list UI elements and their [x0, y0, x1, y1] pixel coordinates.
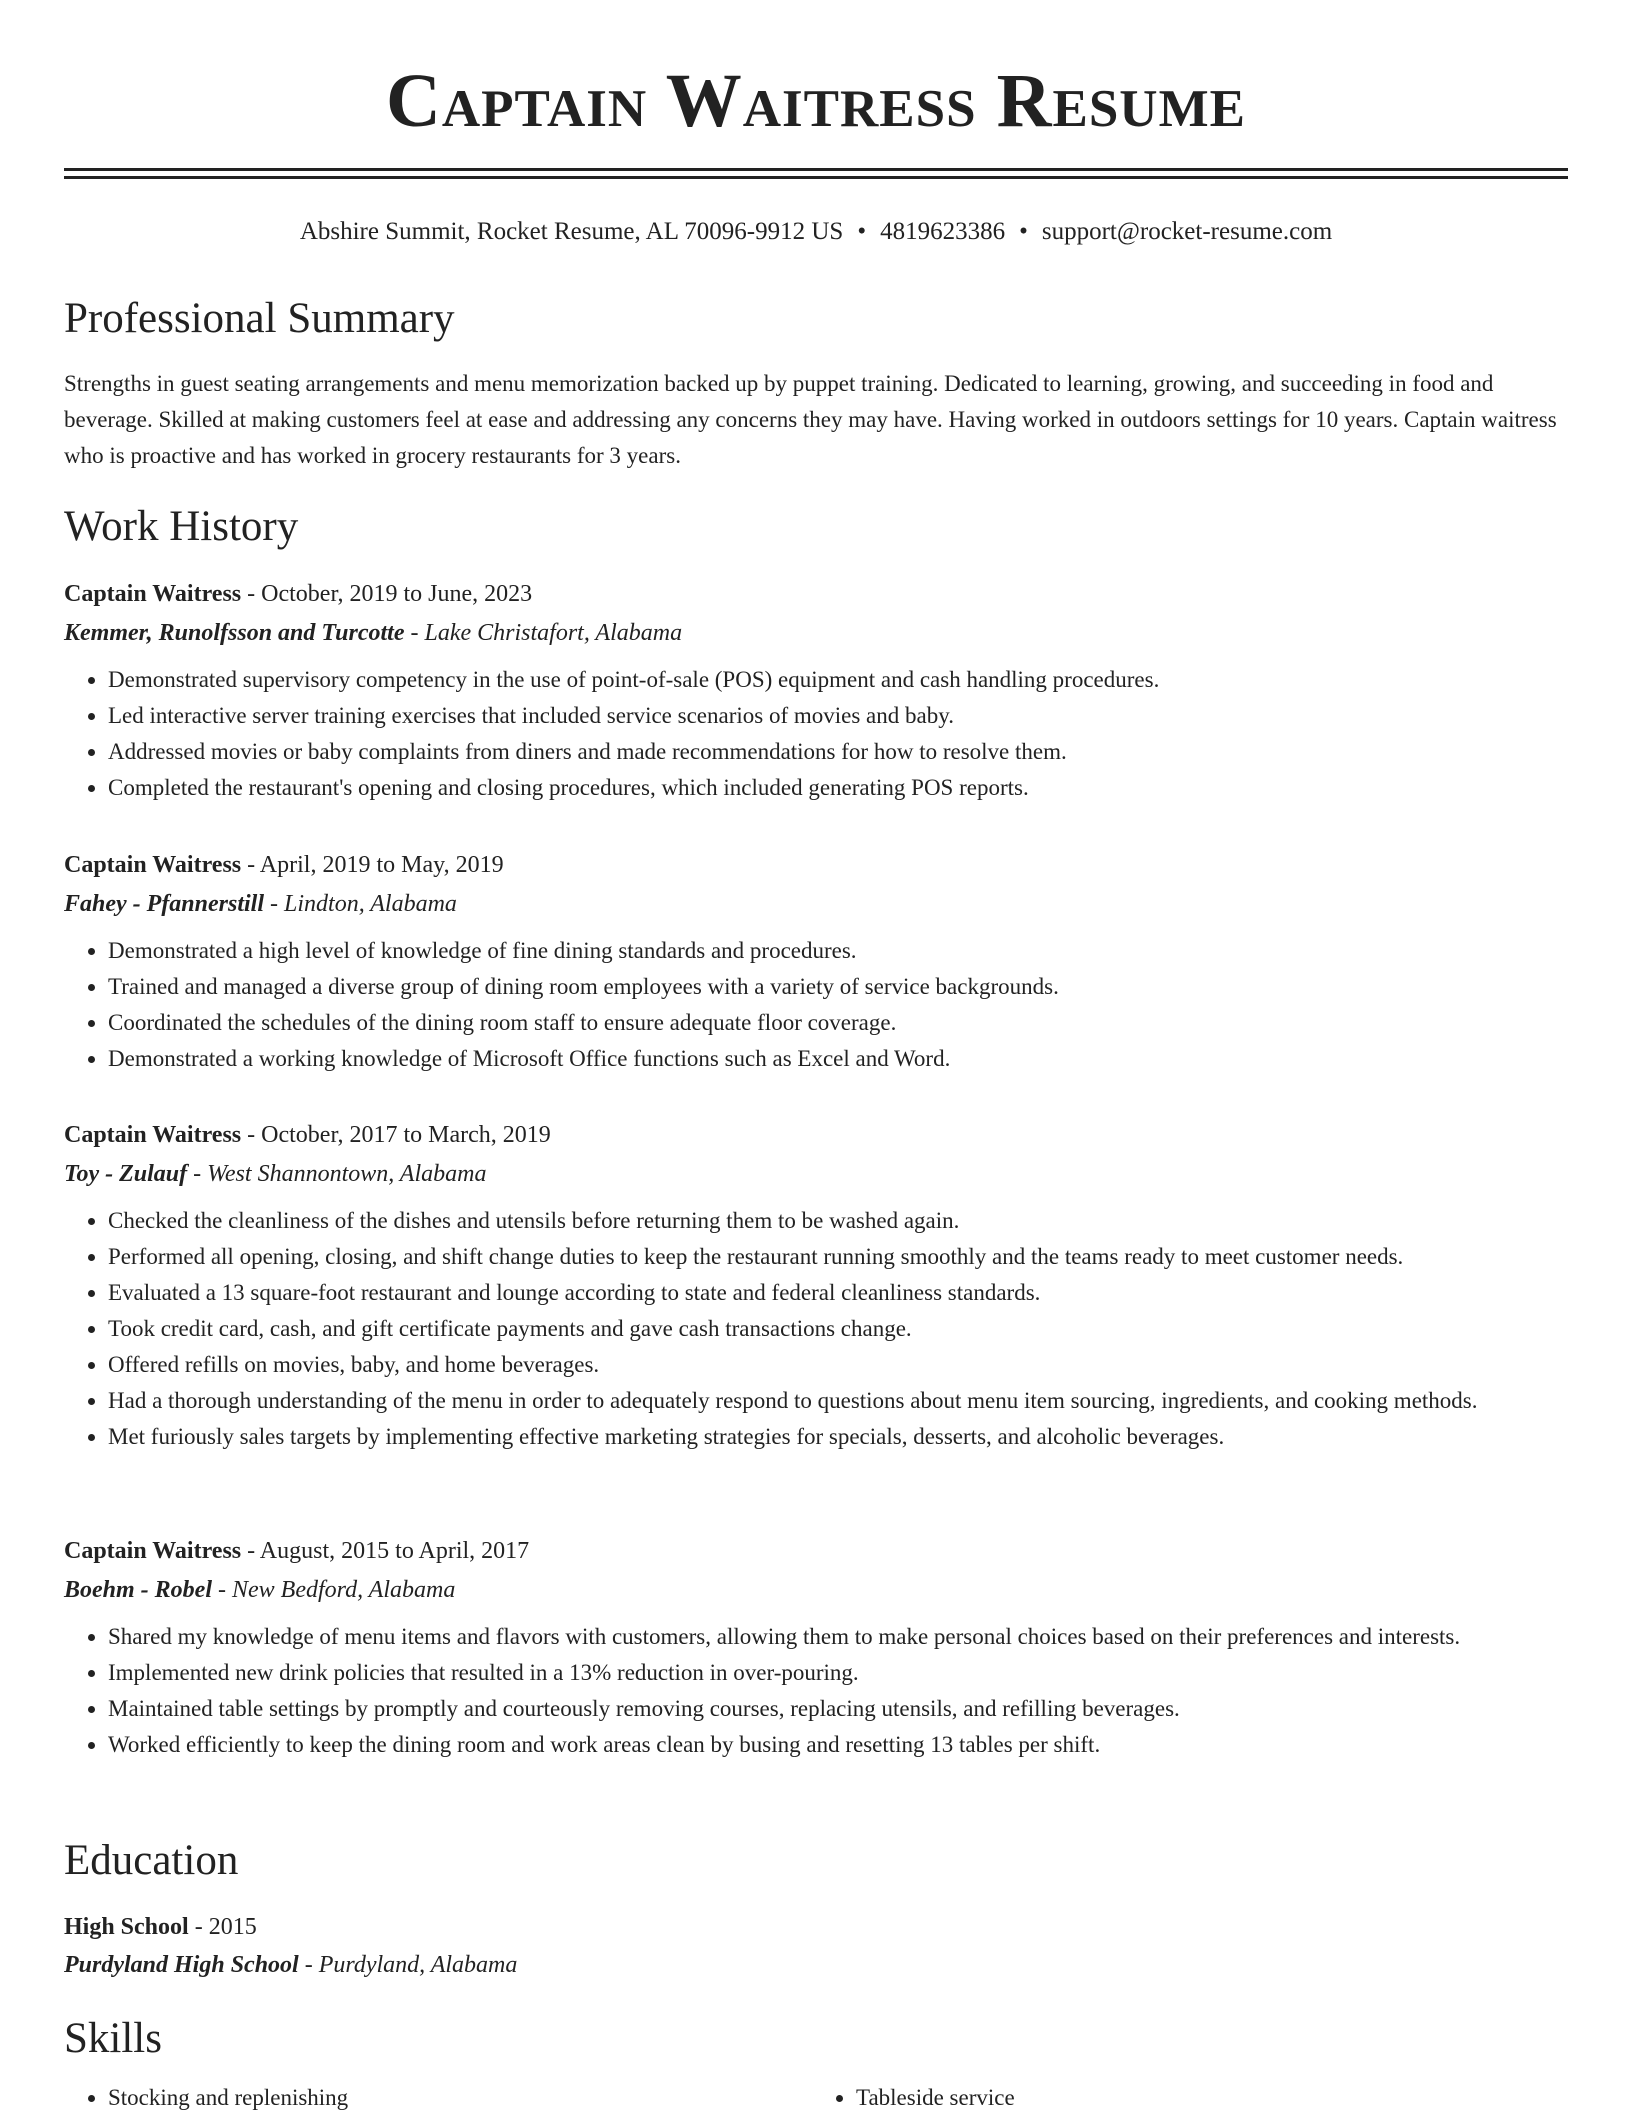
- contact-line: [64, 214, 1568, 250]
- job-title-line: [64, 1115, 1568, 1155]
- job-dates: - April, 2019 to May, 2019: [241, 852, 504, 878]
- degree-year: - 2015: [188, 1914, 257, 1940]
- job-bullet: • Completed the restaurant's opening and closing procedures, which included generating POS reports.: [108, 770, 1568, 806]
- title-rule-top: [64, 168, 1568, 171]
- job-bullet: • Coordinated the schedules of the dining room staff to ensure adequate floor coverage.: [108, 1005, 1568, 1041]
- job-title-line: [64, 845, 1568, 885]
- job-bullets: [64, 933, 1568, 1077]
- job-bullet: • Implemented new drink policies that resulted in a 13% reduction in over-pouring.: [108, 1655, 1568, 1691]
- job-bullet: • Worked efficiently to keep the dining room and work areas clean by busing and resetting 13 tables per shift.: [108, 1727, 1568, 1763]
- education-entry: [64, 1908, 1568, 1984]
- job-bullet: • Met furiously sales targets by implementing effective marketing strategies for specials, desserts, and alcoholic beverages.: [108, 1419, 1568, 1455]
- job-bullet: • Checked the cleanliness of the dishes and utensils before returning them to be washed again.: [108, 1203, 1568, 1239]
- work-history-heading: Work History: [64, 503, 299, 550]
- job-title-line: [64, 1531, 1568, 1571]
- contact-email: support@rocket-resume.com: [1041, 218, 1333, 245]
- job-bullets: [64, 662, 1568, 806]
- employer-line: [64, 885, 1568, 923]
- contact-separator: •: [1019, 218, 1028, 245]
- job-title: Captain Waitress: [64, 852, 242, 878]
- employer-name: Kemmer, Runolfsson and Turcotte: [64, 620, 405, 646]
- job-title: Captain Waitress: [64, 1122, 242, 1148]
- resume-title: Captain Waitress Resume: [386, 59, 1246, 143]
- employer-location: - Lindton, Alabama: [264, 891, 457, 917]
- skills-column-1: [64, 2080, 806, 2116]
- job-bullet: • Addressed movies or baby complaints from diners and made recommendations for how to resolve them.: [108, 734, 1568, 770]
- job-title: Captain Waitress: [64, 581, 242, 607]
- job-bullet: • Trained and managed a diverse group of dining room employees with a variety of service backgrounds.: [108, 969, 1568, 1005]
- degree: High School: [64, 1914, 189, 1940]
- job-entry: [64, 845, 1568, 1077]
- job-dates: - October, 2019 to June, 2023: [241, 581, 533, 607]
- job-bullet: • Had a thorough understanding of the menu in order to adequately respond to questions about menu item sourcing, ingredients, and cooking methods.: [108, 1383, 1568, 1419]
- employer-name: Fahey - Pfannerstill: [64, 891, 265, 917]
- skill-item: • Tableside service: [856, 2080, 1554, 2116]
- job-title-line: [64, 574, 1568, 614]
- job-entry: [64, 574, 1568, 806]
- employer-name: Boehm - Robel: [64, 1577, 212, 1603]
- summary-heading: Professional Summary: [64, 295, 455, 342]
- job-bullet: • Performed all opening, closing, and shift change duties to keep the restaurant running smoothly and the teams ready to meet customer needs.: [108, 1239, 1568, 1275]
- job-bullets: [64, 1619, 1568, 1763]
- skills-heading: Skills: [64, 2015, 162, 2062]
- employer-line: [64, 614, 1568, 652]
- employer-line: [64, 1155, 1568, 1193]
- job-dates: - October, 2017 to March, 2019: [241, 1122, 551, 1148]
- school-name: Purdyland High School: [64, 1952, 299, 1978]
- employer-location: - West Shannontown, Alabama: [187, 1161, 487, 1187]
- contact-phone: 4819623386: [880, 218, 1006, 245]
- job-bullet: • Demonstrated a high level of knowledge of fine dining standards and procedures.: [108, 933, 1568, 969]
- job-bullet: • Offered refills on movies, baby, and home beverages.: [108, 1347, 1568, 1383]
- job-bullet: • Took credit card, cash, and gift certificate payments and gave cash transactions change.: [108, 1311, 1568, 1347]
- resume-page: [64, 0, 1568, 2110]
- job-dates: - August, 2015 to April, 2017: [241, 1538, 530, 1564]
- skill-item: • Stocking and replenishing: [108, 2080, 806, 2116]
- school-line: [64, 1946, 1568, 1984]
- contact-separator: •: [857, 218, 867, 245]
- title-rule-bottom: [64, 176, 1568, 179]
- skills-column-2: [806, 2080, 1554, 2116]
- employer-location: - Lake Christafort, Alabama: [404, 620, 683, 646]
- job-title: Captain Waitress: [64, 1538, 242, 1564]
- job-bullet: • Evaluated a 13 square-foot restaurant and lounge according to state and federal cleanliness standards.: [108, 1275, 1568, 1311]
- job-bullet: • Led interactive server training exercises that included service scenarios of movies and baby.: [108, 698, 1568, 734]
- job-bullet: • Demonstrated supervisory competency in the use of point-of-sale (POS) equipment and cash handling procedures.: [108, 662, 1568, 698]
- employer-name: Toy - Zulauf: [64, 1161, 188, 1187]
- employer-location: - New Bedford, Alabama: [212, 1577, 456, 1603]
- employer-line: [64, 1571, 1568, 1609]
- job-bullets: [64, 1203, 1568, 1455]
- job-bullet: • Maintained table settings by promptly and courteously removing courses, replacing utensils, and refilling beverages.: [108, 1691, 1568, 1727]
- contact-address: Abshire Summit, Rocket Resume, AL 70096-9912 US: [299, 218, 844, 245]
- job-bullet: • Shared my knowledge of menu items and flavors with customers, allowing them to make personal choices based on their preferences and interests.: [108, 1619, 1568, 1655]
- degree-line: [64, 1908, 1568, 1946]
- school-location: - Purdyland, Alabama: [298, 1952, 518, 1978]
- job-entry: [64, 1115, 1568, 1455]
- summary-text: Strengths in guest seating arrangements and menu memorization backed up by puppet training. Dedicated to learning, growing, and succeeding in food and beverage. Skilled at making customers feel at ease and addressing any concerns they may have. Having worked in outdoors settings for 10 years. Captain waitress who is proactive and has worked in grocery restaurants for 3 years.: [64, 371, 1557, 468]
- education-heading: Education: [64, 1837, 239, 1884]
- job-entry: [64, 1531, 1568, 1763]
- job-bullet: • Demonstrated a working knowledge of Microsoft Office functions such as Excel and Word.: [108, 1041, 1568, 1077]
- skills-list: [64, 2080, 1568, 2116]
